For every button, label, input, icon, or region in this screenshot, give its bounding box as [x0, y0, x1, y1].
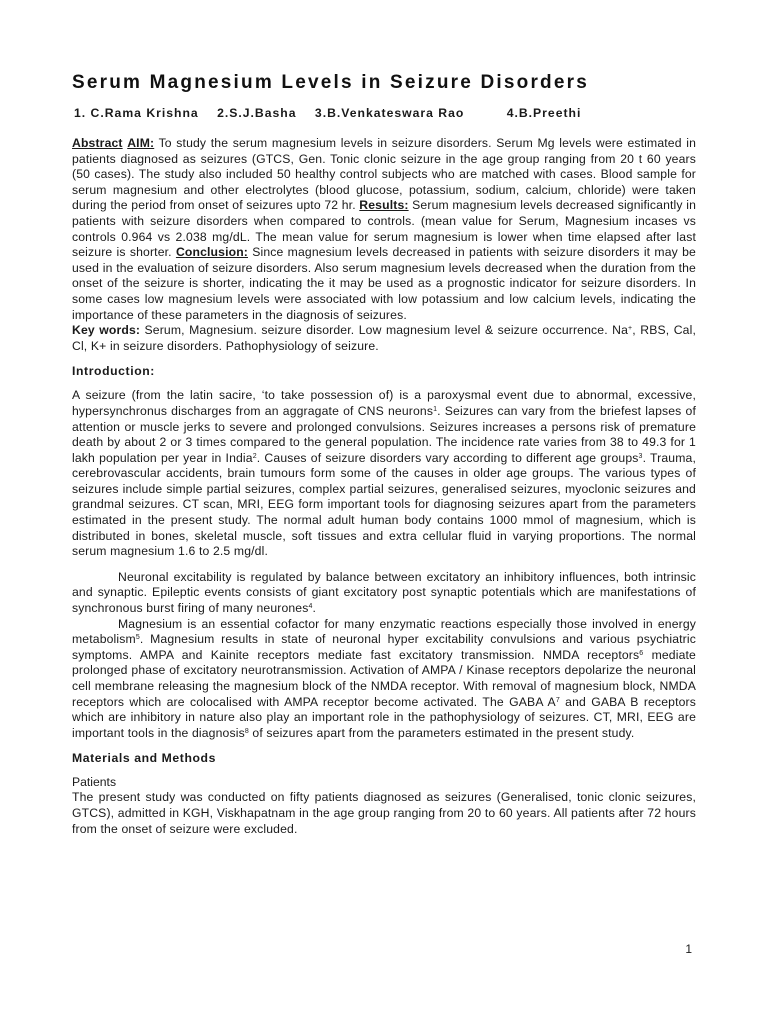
intro-p1-text-a: A seizure (from the latin sacire, ‘to take possession of) is a paroxysmal event due to abnormal, excessive, hypersynchronus discharges from an aggragate of CNS neurons — [72, 388, 696, 418]
citation-2: 2 — [252, 452, 257, 460]
citation-6: 6 — [639, 649, 644, 657]
results-label: Results: — [359, 198, 409, 213]
introduction-heading: Introduction: — [72, 364, 155, 379]
abstract-label: Abstract — [72, 136, 123, 150]
conclusion-text: Since magnesium levels decreased in patients with seizure disorders it may be used in the evaluation of seizure disorders. Also serum magnesium levels decreased when the duration from the onset of the seizure is shorter, indicating the it may be used as a prognostic indicator for seizure disorders. In some cases low magnesium levels were associated with low potassium and low calcium levels, indicating the importance of these parameters in the diagnosis of seizures. — [72, 245, 696, 322]
author-list — [74, 106, 696, 120]
intro-p3-text-d: and GABA B receptors which are inhibitory in nature also play an important role in the pathophysiology of seizures. CT, MRI, EEG are important tools in the diagnosis — [72, 694, 697, 740]
keywords-text-a: Serum, Magnesium. seizure disorder. Low magnesium level & seizure occurrence. Na — [140, 323, 629, 338]
intro-p3-text-a: Magnesium is an essential cofactor for many enzymatic reactions especially those involved in energy metabolism — [72, 616, 696, 647]
intro-p2-text-b: . — [312, 601, 317, 616]
author-3: 3.B.Venkateswara Rao — [314, 106, 465, 120]
patients-subheading: Patients — [72, 775, 117, 790]
keywords-paragraph — [72, 323, 696, 354]
citation-5: 5 — [135, 634, 140, 642]
citation-8: 8 — [244, 727, 249, 735]
results-text: Serum magnesium levels decreased significantly in patients with seizure disorders when compared to controls. (mean value for Serum, Magnesium incases vs controls 0.964 vs 2.038 mg/dL. The mean value for serum magnesium is lower when time elapsed after last seizure is shorter. — [72, 198, 696, 260]
aim-label: AIM: — [127, 136, 155, 150]
intro-paragraph-3 — [72, 617, 696, 742]
intro-p2-text-a: Neuronal excitability is regulated by balance between excitatory an inhibitory influences, both intrinsic and synaptic. Epileptic events consists of giant excitatory post synaptic potentials which are manifestations of synchronous burst firing of many neurones — [72, 569, 696, 616]
intro-p3-text-c: mediate prolonged phase of excitatory neurotransmission. Activation of AMPA / Kinase receptors depolarize the neuronal cell membrane releasing the magnesium block of the NMDA receptor. With removal of magnesium block, NMDA receptors which are colocalised with AMPA receptor become activated. The GABA A — [72, 647, 696, 709]
methods-paragraph: The present study was conducted on fifty patients diagnosed as seizures (Generalised, tonic clonic seizures, GTCS), admitted in KGH, Viskhapatnam in the age group ranging from 20 to 60 years. All patients after 72 hours from the onset of seizure were excluded. — [72, 790, 696, 836]
citation-4: 4 — [308, 603, 313, 611]
keywords-label: Key words: — [72, 323, 141, 338]
intro-paragraph-2 — [72, 570, 696, 617]
intro-p1-text-c: . Causes of seizure disorders vary according to different age groups — [256, 450, 639, 465]
citation-7: 7 — [555, 696, 560, 704]
intro-p1-text-d: . Trauma, cerebrovascular accidents, brain tumours form some of the causes in older age groups. The various types of seizures include simple partial seizures, complex partial seizures, generalised seizures, myoclonic seizures and grandmal seizures. CT scan, MRI, EEG form important tools for diagnosing seizures apart from the parameters estimated in the present study. The normal adult human body contains 1000 mmol of magnesium, which is distributed in bones, skeletal muscle, soft tissues and extra cellular fluid in varying proportions. The normal serum magnesium 1.6 to 2.5 mg/dl. — [72, 450, 696, 559]
intro-p1-text-b: . Seizures can vary from the briefest lapses of attention or muscle jerks to severe and prolonged convulsions. Seizures increases a persons risk of premature death by about 2 or 3 times compared to the general population. The incidence rate varies from 38 to 49.3 for 1 lakh population per year in India — [72, 403, 697, 465]
page-number: 1 — [685, 942, 692, 956]
abstract-paragraph — [72, 136, 696, 323]
intro-p3-text-e: of seizures apart from the parameters estimated in the present study. — [248, 725, 635, 740]
keywords-sup: + — [628, 325, 633, 333]
methods-heading: Materials and Methods — [72, 751, 216, 766]
author-4: 4.B.Preethi — [506, 106, 582, 120]
conclusion-label: Conclusion: — [175, 245, 248, 260]
intro-p3-text-b: . Magnesium results in state of neuronal hyper excitability convulsions and various psychiatric symptoms. AMPA and Kainite receptors mediate fast excitatory transmission. NMDA receptors — [72, 632, 696, 662]
citation-1: 1 — [433, 405, 438, 413]
aim-text: To study the serum magnesium levels in seizure disorders. Serum Mg levels were estimated in patients diagnosed as seizures (GTCS, Gen. Tonic clonic seizure in the age group ranging from 20 t 60 years (50 cases). The study also included 50 healthy control subjects who are matched with cases. Blood sample for serum magnesium and other electrolytes (blood glucose, potassium, sodium, calcium, chloride) were taken during the period from onset of seizures upto 72 hr. — [72, 136, 696, 213]
citation-3: 3 — [638, 452, 643, 460]
intro-paragraph-1 — [72, 388, 696, 560]
keywords-text-b: , RBS, Cal, Cl, K+ in seizure disorders. Pathophysiology of seizure. — [72, 323, 696, 353]
author-2: 2.S.J.Basha — [217, 106, 297, 120]
paper-title: Serum Magnesium Levels in Seizure Disorders — [72, 72, 589, 93]
author-1: 1. C.Rama Krishna — [74, 106, 199, 120]
